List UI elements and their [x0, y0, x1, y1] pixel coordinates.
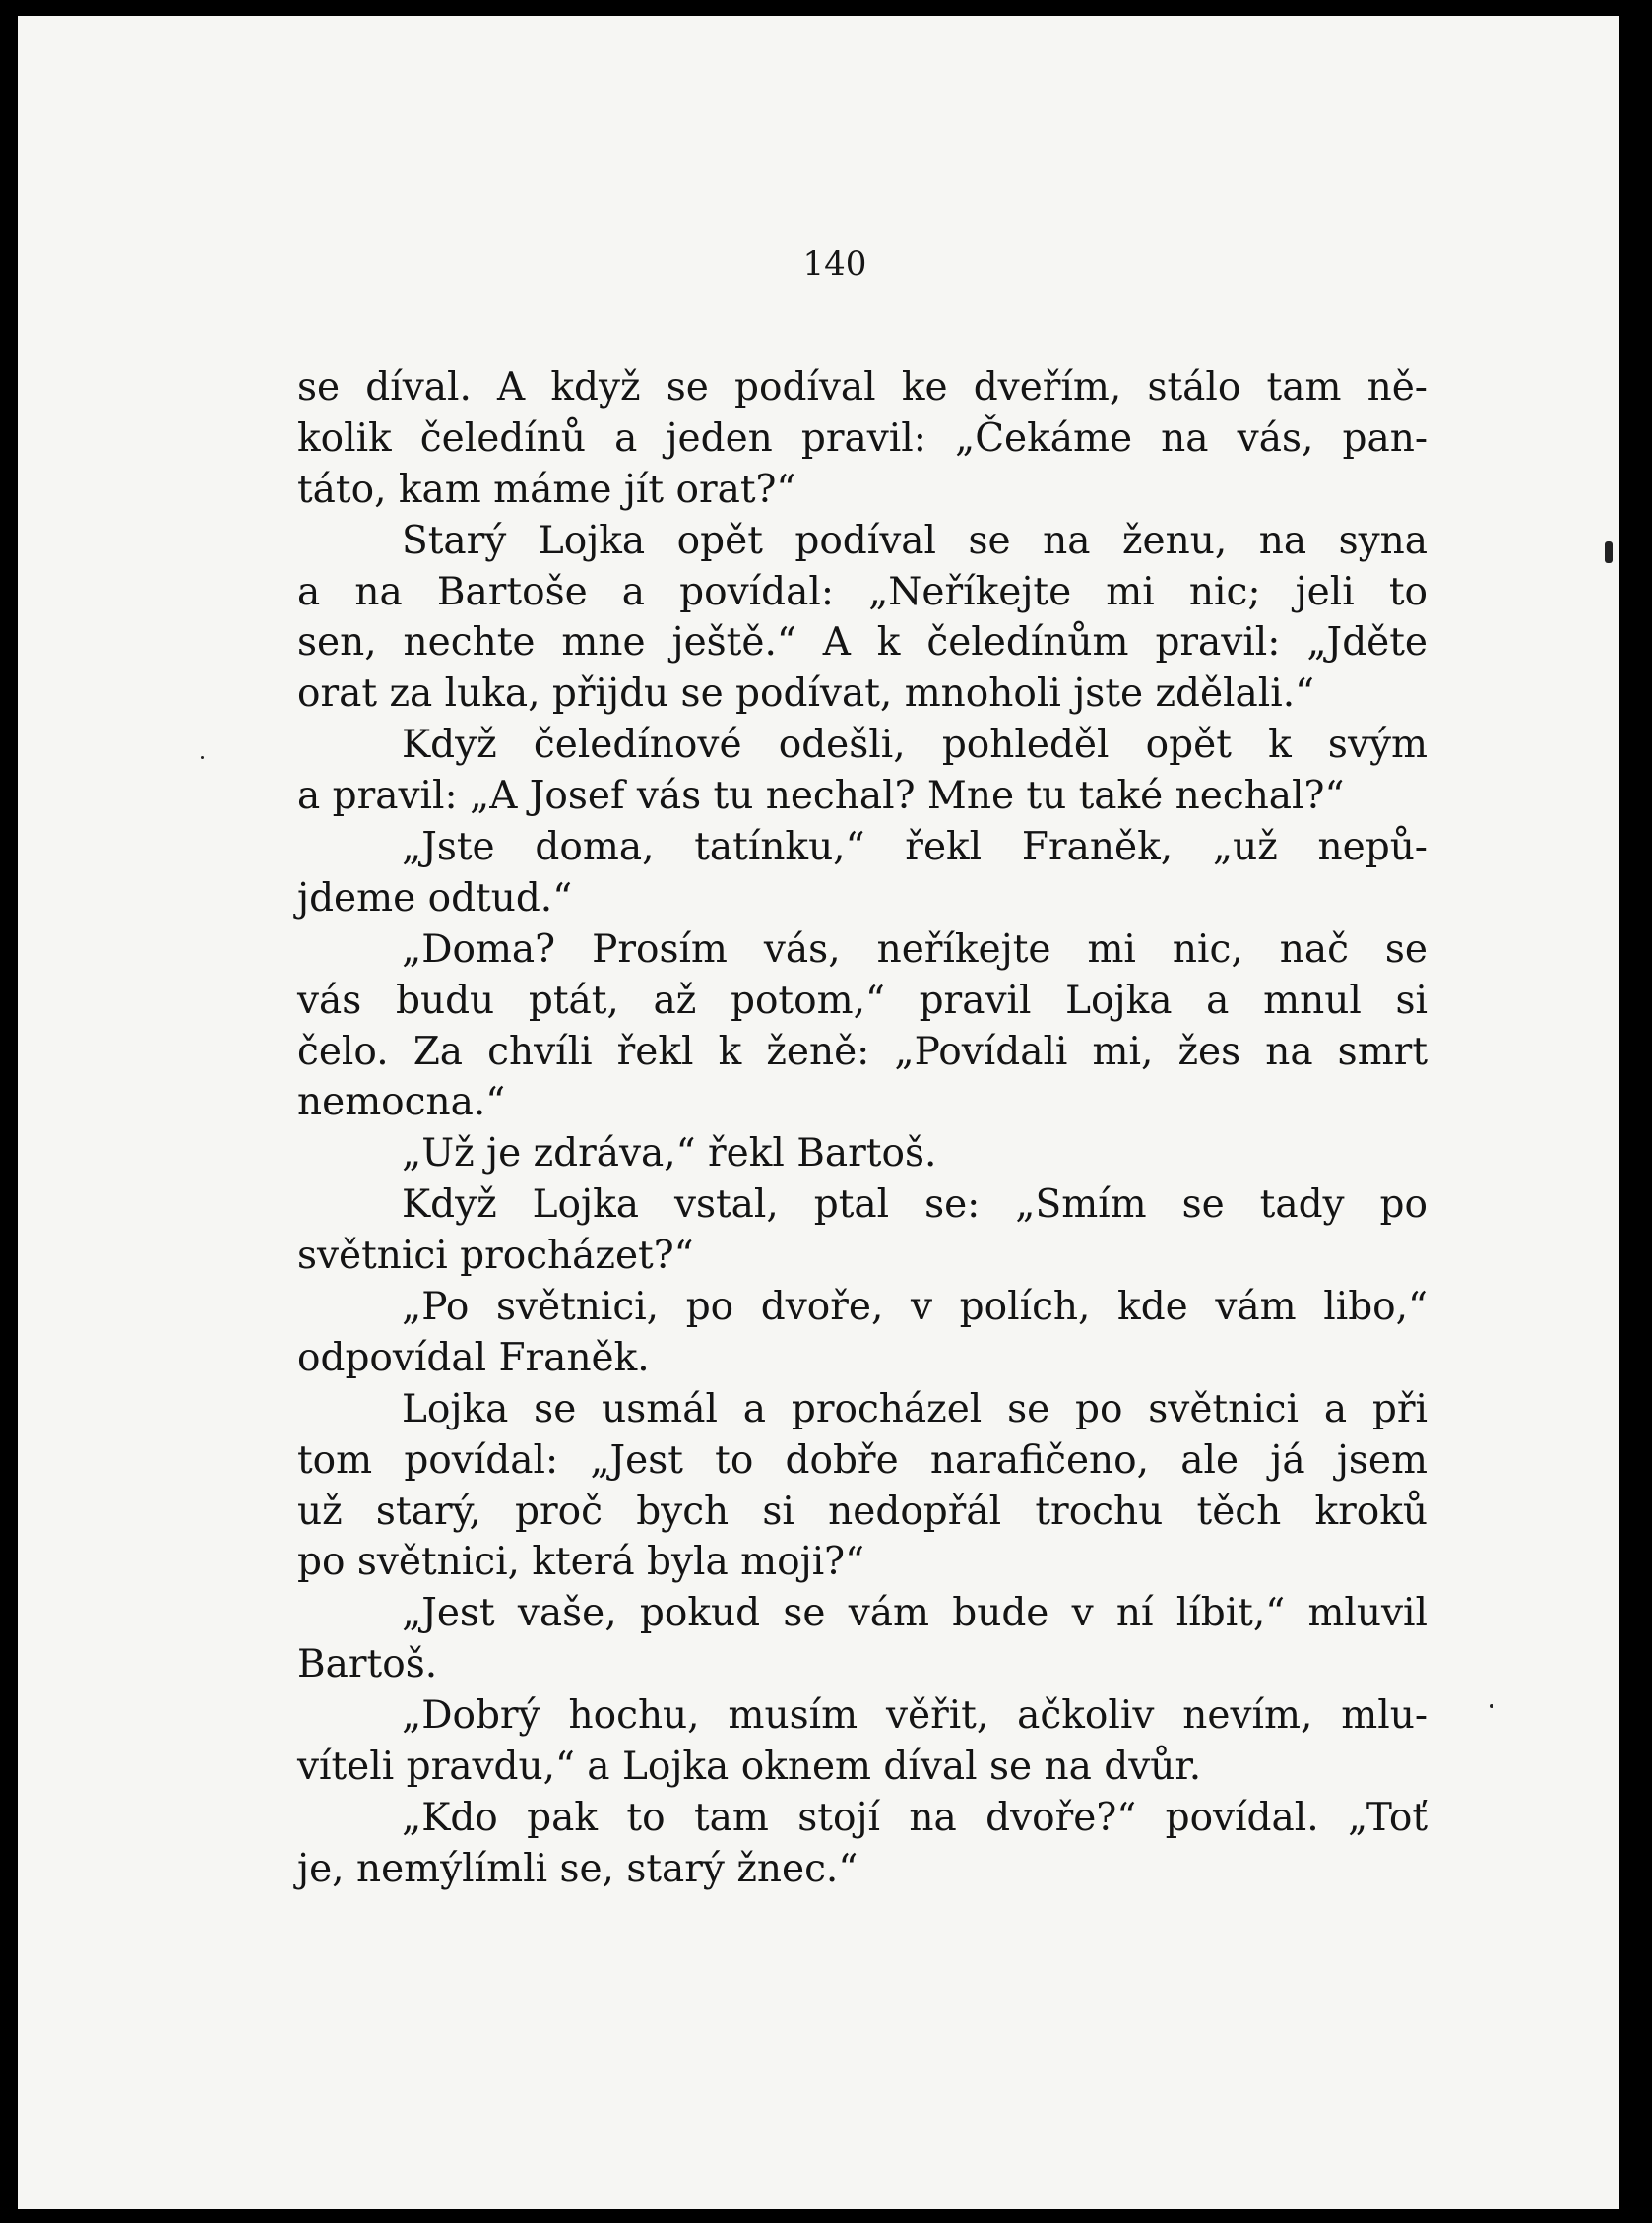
- text-line: „Kdo pak to tam stojí na dvoře?“ povídal. „Toť: [402, 1795, 1428, 1840]
- text-line: tom povídal: „Jest to dobře narafičeno, ale já jsem: [297, 1437, 1428, 1483]
- text-line: orat za luka, přijdu se podívat, mnoholi jste zdělali.“: [297, 671, 1315, 717]
- text-line: je, nemýlímli se, starý žnec.“: [297, 1846, 858, 1891]
- text-line: „Jste doma, tatínku,“ řekl Franěk, „už nepů-: [402, 825, 1428, 870]
- text-line: „Po světnici, po dvoře, v polích, kde vám libo,“: [402, 1285, 1428, 1330]
- text-line: Když Lojka vstal, ptal se: „Smím se tady po: [402, 1182, 1428, 1228]
- text-line: Bartoš.: [297, 1642, 438, 1687]
- text-line: jdeme odtud.“: [297, 875, 573, 921]
- text-line: Když čeledínové odešli, pohleděl opět k svým: [402, 723, 1428, 768]
- text-line: nemocna.“: [297, 1080, 506, 1125]
- text-line: už starý, proč bych si nedopřál trochu těch kroků: [297, 1489, 1428, 1534]
- text-line: a pravil: „A Josef vás tu nechal? Mne tu také nechal?“: [297, 774, 1345, 819]
- text-line: Lojka se usmál a procházel se po světnici a při: [402, 1386, 1428, 1431]
- text-line: víteli pravdu,“ a Lojka oknem díval se na dvůr.: [297, 1745, 1202, 1790]
- book-page: [18, 16, 1619, 2209]
- text-line: sen, nechte mne ještě.“ A k čeledínům pravil: „Jděte: [297, 620, 1428, 666]
- text-line: čelo. Za chvíli řekl k ženě: „Povídali mi, žes na smrt: [297, 1029, 1428, 1074]
- page-number: 140: [802, 244, 867, 284]
- text-line: „Dobrý hochu, musím věřit, ačkoliv nevím, mlu-: [402, 1693, 1428, 1739]
- text-line: po světnici, která byla moji?“: [297, 1540, 865, 1585]
- text-line: „Doma? Prosím vás, neříkejte mi nic, nač se: [402, 926, 1428, 972]
- text-line: „Už je zdráva,“ řekl Bartoš.: [402, 1131, 937, 1176]
- text-line: „Jest vaše, pokud se vám bude v ní líbit,“ mluvil: [402, 1591, 1428, 1636]
- paper-speck: [1605, 541, 1613, 563]
- text-line: odpovídal Franěk.: [297, 1335, 650, 1380]
- text-line: vás budu ptát, až potom,“ pravil Lojka a mnul si: [297, 978, 1428, 1023]
- text-line: se díval. A když se podíval ke dveřím, stálo tam ně-: [297, 365, 1428, 410]
- text-line: kolik čeledínů a jeden pravil: „Čekáme na vás, pan-: [297, 415, 1428, 461]
- text-line: táto, kam máme jít orat?“: [297, 467, 796, 512]
- body-text: [297, 362, 1428, 1895]
- text-line: světnici procházet?“: [297, 1234, 694, 1279]
- paper-speck: [1490, 1704, 1493, 1708]
- text-line: Starý Lojka opět podíval se na ženu, na syna: [402, 518, 1428, 563]
- paper-speck: [201, 756, 204, 759]
- text-line: a na Bartoše a povídal: „Neříkejte mi nic; jeli to: [297, 569, 1428, 614]
